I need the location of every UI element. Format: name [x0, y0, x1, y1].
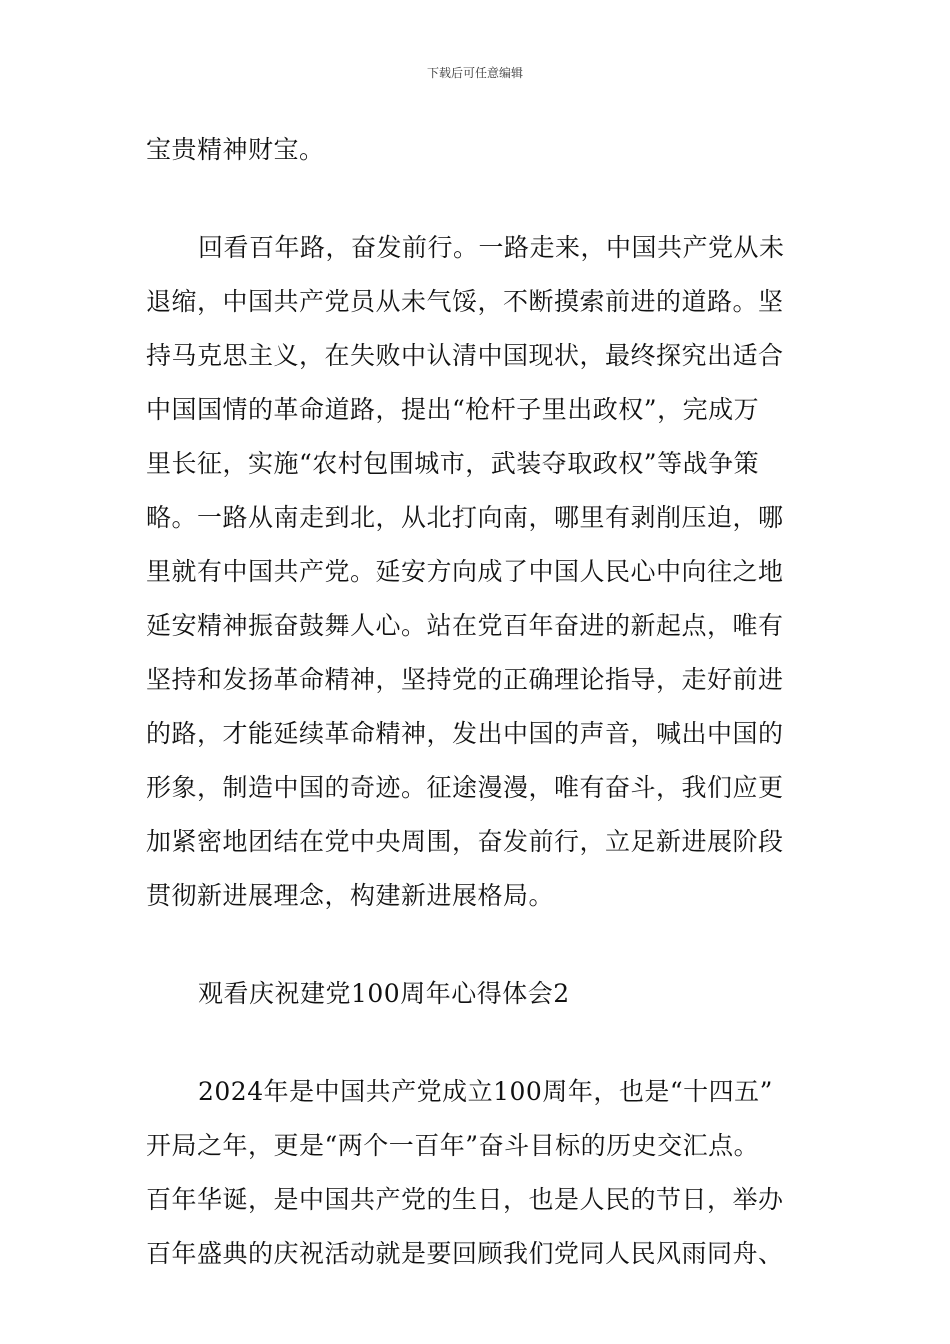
text-line: 回看百年路，奋发前行。一路走来，中国共产党从未: [198, 233, 785, 262]
text-line: 2024年是中国共产党成立100周年，也是“十四五”: [198, 1077, 773, 1106]
text-line: 百年盛典的庆祝活动就是要回顾我们党同人民风雨同舟、: [146, 1239, 784, 1268]
text-line: 贯彻新进展理念，构建新进展格局。: [146, 881, 555, 910]
text-line: 退缩，中国共产党员从未气馁，不断摸索前进的道路。坚: [146, 287, 784, 316]
text-line: 形象，制造中国的奇迹。征途漫漫，唯有奋斗，我们应更: [146, 773, 784, 802]
text-line: 百年华诞，是中国共产党的生日，也是人民的节日，举办: [146, 1185, 784, 1214]
text-line: 坚持和发扬革命精神，坚持党的正确理论指导，走好前进: [146, 665, 784, 694]
text-line: 里就有中国共产党。延安方向成了中国人民心中向往之地: [146, 557, 784, 586]
header-note: 下载后可任意编辑: [426, 66, 523, 80]
text-line: 延安精神振奋鼓舞人心。站在党百年奋进的新起点，唯有: [146, 611, 784, 640]
text-line: 中国国情的革命道路，提出“枪杆子里出政权”，完成万: [146, 395, 760, 424]
text-line: 里长征，实施“农村包围城市，武装夺取政权”等战争策: [146, 449, 760, 478]
text-line: 加紧密地团结在党中央周围，奋发前行，立足新进展阶段: [146, 827, 784, 856]
text-line: 开局之年，更是“两个一百年”奋斗目标的历史交汇点。: [146, 1131, 760, 1160]
text-line: 的路，才能延续革命精神，发出中国的声音，喊出中国的: [146, 719, 784, 748]
text-line: 略。一路从南走到北，从北打向南，哪里有剥削压迫，哪: [146, 503, 784, 532]
section-heading: 观看庆祝建党100周年心得体会2: [198, 979, 570, 1008]
text-line: 宝贵精神财宝。: [146, 135, 325, 164]
text-line: 持马克思主义，在失败中认清中国现状，最终探究出适合: [146, 341, 784, 370]
